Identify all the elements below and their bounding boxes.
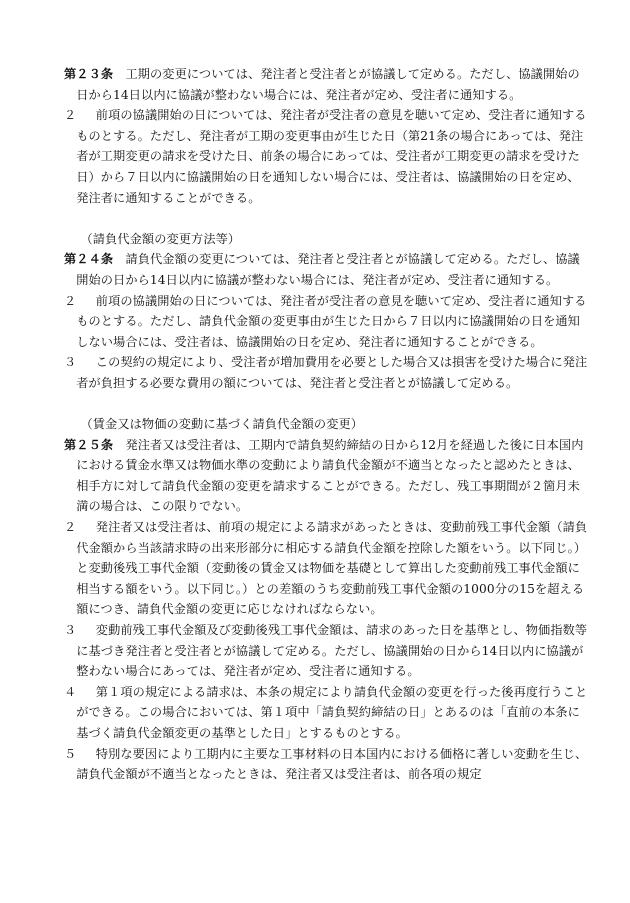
paragraph-2 <box>64 517 588 620</box>
paragraph-number: ２ <box>64 293 77 308</box>
paragraph-5 <box>64 744 588 785</box>
paragraph-number: ５ <box>64 746 77 761</box>
article-number: 第２５条 <box>64 437 114 452</box>
paragraph-2 <box>64 291 588 353</box>
paragraph-text: 発注者又は受注者は、前項の規定による請求があったときは、変動前残工事代金額（請負代金額から当該請求時の出来形部分に相応する請負代金額を控除した額をいう。以下同じ。）と変動後残工事代金額（変動後の賃金又は物価を基礎として算出した変動前残工事代金額に相当する額をいう。以下同じ。）との差額のうち変動前残工事代金額の1000分の15を超える額につき、請負代金額の変更に応じなければならない。 <box>76 520 588 617</box>
paragraph-number: ３ <box>64 355 77 370</box>
paragraph-text: 前項の協議開始の日については、発注者が受注者の意見を聴いて定め、受注者に通知するものとする。ただし、請負代金額の変更事由が生じた日から７日以内に協議開始の日を通知しない場合には、受注者は、協議開始の日を定め、発注者に通知することができる。 <box>76 293 587 349</box>
article-23 <box>64 64 588 208</box>
paragraph-text: 変動前残工事代金額及び変動後残工事代金額は、請求のあった日を基準とし、物価指数等に基づき発注者と受注者とが協議して定める。ただし、協議開始の日から14日以内に協議が整わない場合にあっては、発注者が定め、受注者に通知する。 <box>76 623 588 679</box>
contract-document <box>64 64 588 785</box>
paragraph-number: ２ <box>64 108 77 123</box>
paragraph-text: 特別な要因により工期内に主要な工事材料の日本国内における価格に著しい変動を生じ、請負代金額が不適当となったときは、発注者又は受注者は、前各項の規定 <box>76 746 588 782</box>
article-number: 第２４条 <box>64 252 114 267</box>
paragraph-text: 第１項の規定による請求は、本条の規定により請負代金額の変更を行った後再度行うことができる。この場合においては、第１項中「請負契約締結の日」とあるのは「直前の本条に基づく請負代金額変更の基準とした日」とするものとする。 <box>76 684 588 740</box>
article-25 <box>64 414 588 785</box>
paragraph-number: ３ <box>64 623 77 638</box>
paragraph-4 <box>64 682 588 744</box>
paragraph-2 <box>64 105 588 208</box>
article-24 <box>64 229 588 394</box>
article-body: 工期の変更については、発注者と受注者とが協議して定める。ただし、協議開始の日から14日以内に協議が整わない場合には、発注者が定め、受注者に通知する。 <box>76 67 580 102</box>
paragraph-text: この契約の規定により、受注者が増加費用を必要とした場合又は損害を受けた場合に発注者が負担する必要な費用の額については、発注者と受注者とが協議して定める。 <box>76 355 588 390</box>
article-number: 第２３条 <box>64 67 114 81</box>
paragraph-number: ４ <box>64 684 77 699</box>
article-body: 請負代金額の変更については、発注者と受注者とが協議して定める。ただし、協議開始の日から14日以内に協議が整わない場合には、発注者が定め、受注者に通知する。 <box>76 252 580 287</box>
article-25-main <box>64 435 588 517</box>
article-body: 発注者又は受注者は、工期内で請負契約締結の日から12月を経過した後に日本国内における賃金水準又は物価水準の変動により請負代金額が不適当となったと認めたときは、相手方に対して請負代金額の変更を請求することができる。ただし、残工事期間が２箇月未満の場合は、この限りでない。 <box>76 437 584 514</box>
article-caption: （賃金又は物価の変動に基づく請負代金額の変更） <box>80 417 364 432</box>
article-23-main <box>64 64 588 105</box>
paragraph-number: ２ <box>64 520 77 535</box>
paragraph-text: 前項の協議開始の日については、発注者が受注者の意見を聴いて定め、受注者に通知するものとする。ただし、発注者が工期の変更事由が生じた日（第21条の場合にあっては、発注者が工期変更の請求を受けた日、前条の場合にあっては、受注者が工期変更の請求を受けた日）から７日以内に協議開始の日を通知しない場合には、受注者は、協議開始の日を定め、発注者に通知することができる。 <box>76 108 587 205</box>
article-caption: （請負代金額の変更方法等） <box>80 231 241 246</box>
paragraph-3 <box>64 620 588 682</box>
paragraph-3 <box>64 352 588 393</box>
article-24-main <box>64 249 588 290</box>
